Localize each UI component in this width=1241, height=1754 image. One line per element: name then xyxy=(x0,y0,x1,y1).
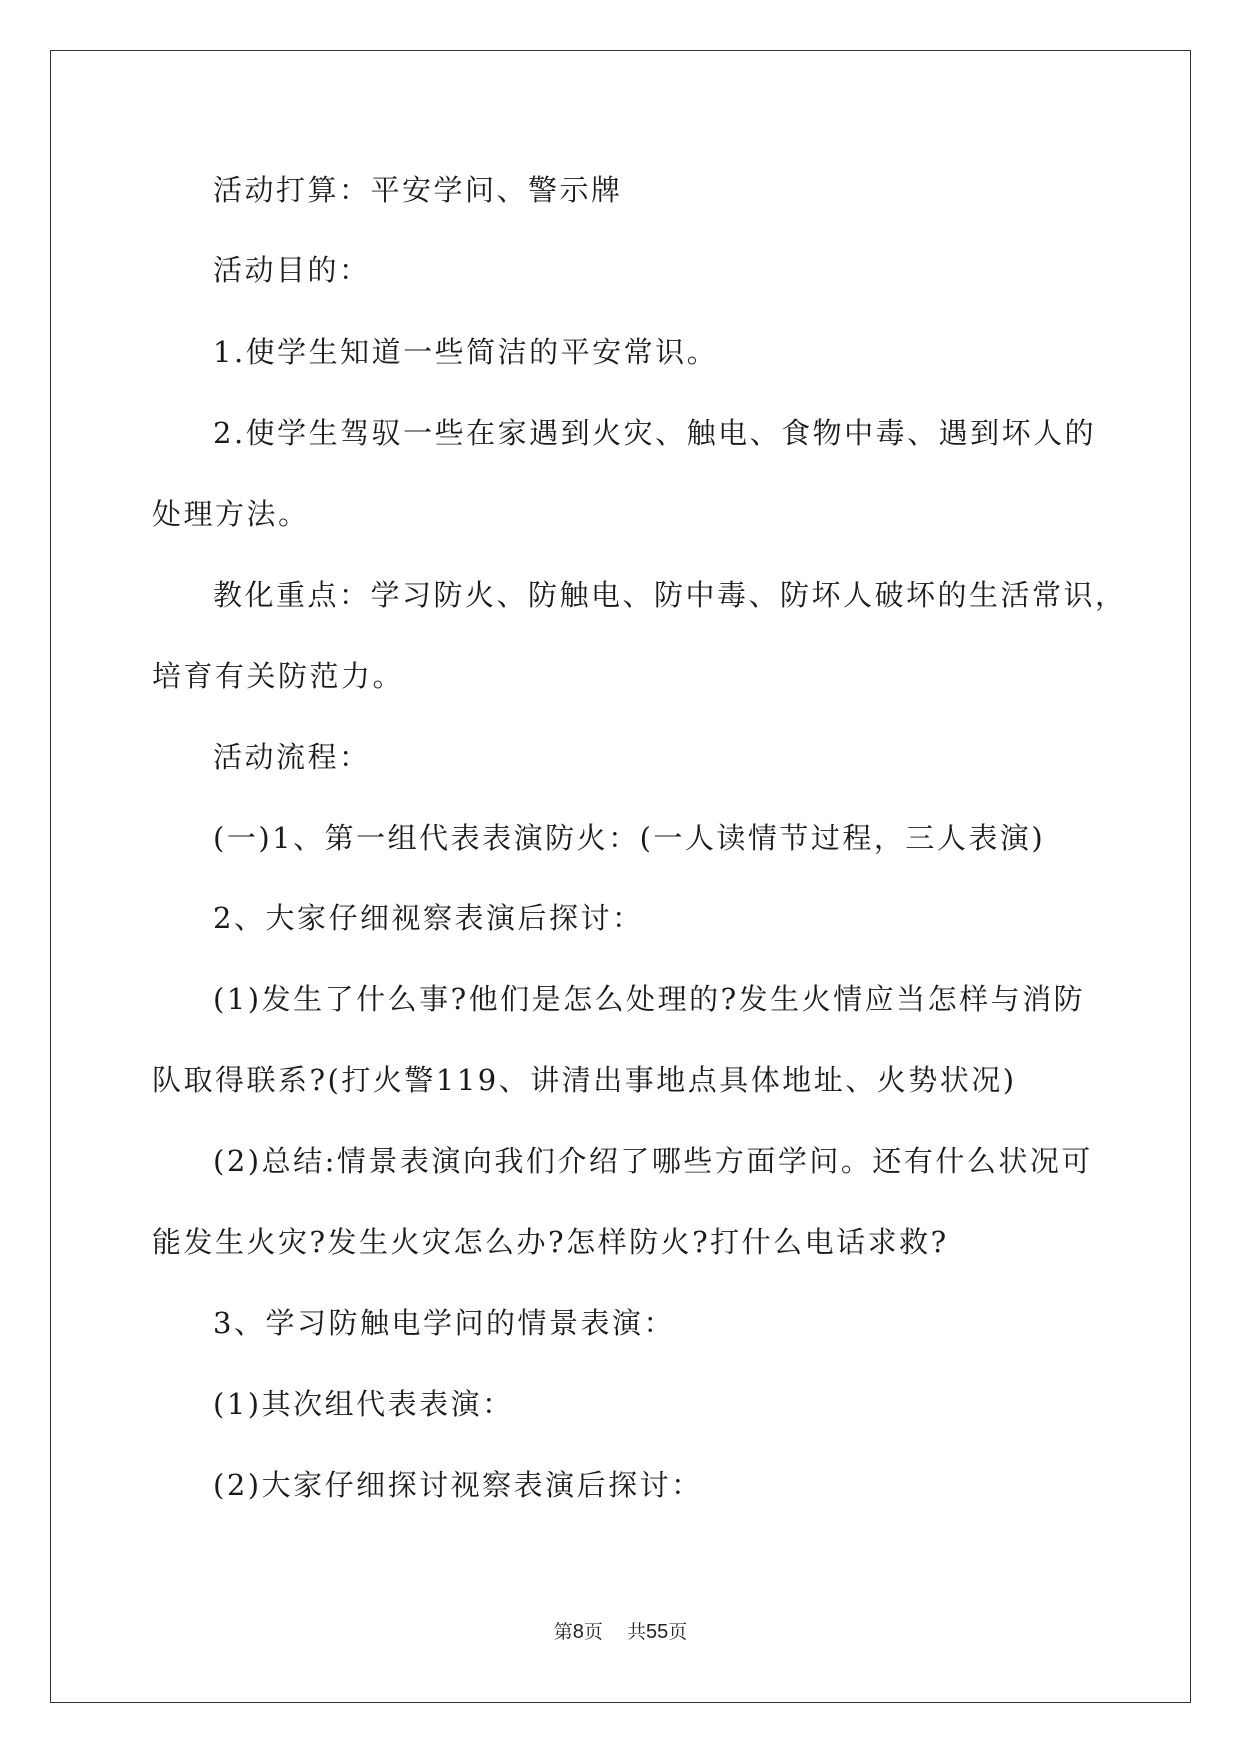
paragraph-teaching-focus: 教化重点：学习防火、防触电、防中毒、防坏人破坏的生活常识， xyxy=(213,578,1127,612)
paragraph-step-3-2: (2)大家仔细探讨视察表演后探讨： xyxy=(213,1468,703,1502)
paragraph-step-2: 2、大家仔细视察表演后探讨： xyxy=(213,901,644,935)
paragraph-summary: (2)总结:情景表演向我们介绍了哪些方面学问。还有什么状况可 xyxy=(213,1144,1093,1178)
page-border xyxy=(50,50,1191,1703)
paragraph-question-1: (1)发生了什么事?他们是怎么处理的?发生火情应当怎样与消防 xyxy=(213,982,1086,1016)
footer-total-pages: 55 xyxy=(646,1621,669,1643)
paragraph-step-1: (一)1、第一组代表表演防火：(一人读情节过程，三人表演) xyxy=(213,821,1046,855)
paragraph-teaching-focus-cont: 培育有关防范力。 xyxy=(152,659,405,693)
footer-page-suffix: 页 xyxy=(583,1621,603,1643)
paragraph-summary-cont: 能发生火灾?发生火灾怎么办?怎样防火?打什么电话求救? xyxy=(152,1225,949,1259)
footer-total-suffix: 页 xyxy=(668,1621,688,1643)
paragraph-activity-goal-heading: 活动目的： xyxy=(213,253,371,287)
footer-current-page: 8 xyxy=(572,1621,584,1643)
paragraph-step-3: 3、学习防触电学问的情景表演： xyxy=(213,1306,675,1340)
paragraph-goal-2-cont: 处理方法。 xyxy=(152,497,310,531)
footer-total-prefix: 共 xyxy=(627,1621,647,1643)
page-footer xyxy=(0,1620,1241,1644)
paragraph-activity-flow-heading: 活动流程： xyxy=(213,740,371,774)
paragraph-activity-prep: 活动打算：平安学问、警示牌 xyxy=(213,173,623,207)
paragraph-goal-1: 1.使学生知道一些简洁的平安常识。 xyxy=(213,335,719,369)
footer-prefix: 第 xyxy=(553,1621,573,1643)
paragraph-goal-2: 2.使学生驾驭一些在家遇到火灾、触电、食物中毒、遇到坏人的 xyxy=(213,416,1097,450)
paragraph-question-1-cont: 队取得联系?(打火警119、讲清出事地点具体地址、火势状况) xyxy=(152,1063,1017,1097)
paragraph-step-3-1: (1)其次组代表表演： xyxy=(213,1387,514,1421)
